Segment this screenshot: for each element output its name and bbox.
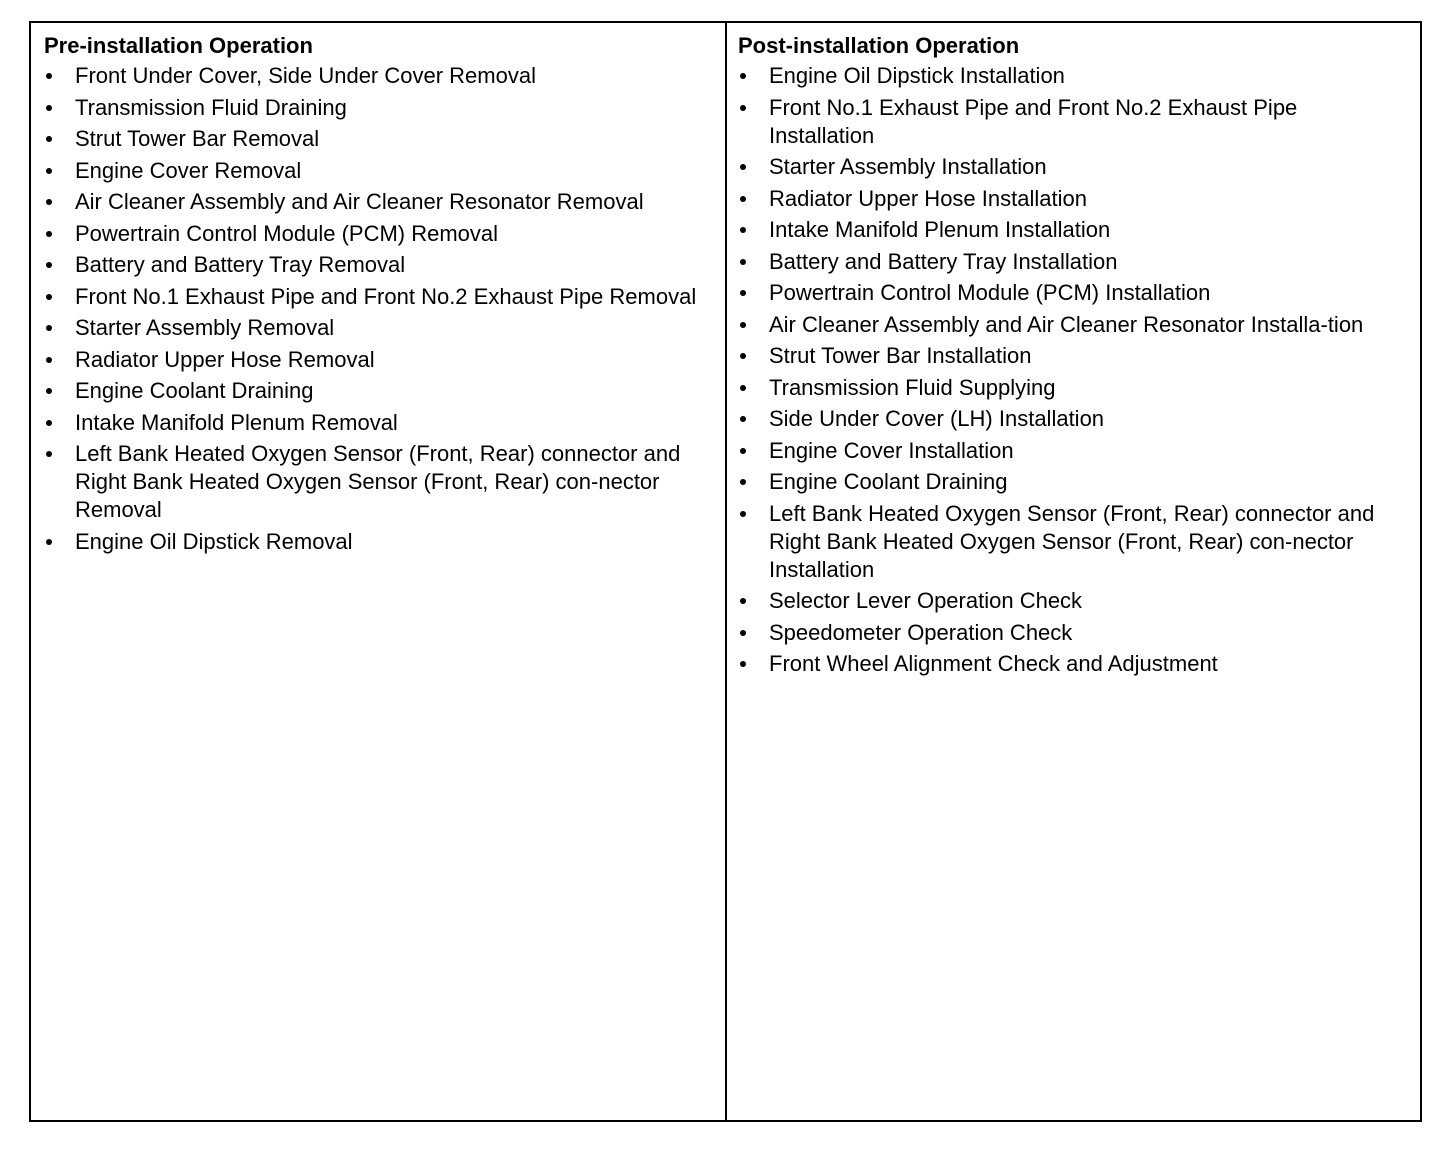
- list-item: Air Cleaner Assembly and Air Cleaner Resonator Installa-tion: [738, 311, 1408, 339]
- list-item: Engine Cover Removal: [44, 157, 713, 185]
- list-item: Engine Coolant Draining: [738, 468, 1408, 496]
- bullet-icon: [46, 262, 52, 268]
- list-item: Air Cleaner Assembly and Air Cleaner Resonator Removal: [44, 188, 713, 216]
- bullet-icon: [46, 388, 52, 394]
- list-item: Transmission Fluid Supplying: [738, 374, 1408, 402]
- list-item: Starter Assembly Installation: [738, 153, 1408, 181]
- list-item: Starter Assembly Removal: [44, 314, 713, 342]
- bullet-icon: [46, 136, 52, 142]
- bullet-icon: [740, 322, 746, 328]
- bullet-icon: [46, 357, 52, 363]
- bullet-icon: [740, 479, 746, 485]
- bullet-icon: [740, 353, 746, 359]
- list-item: Left Bank Heated Oxygen Sensor (Front, Rear) connector and Right Bank Heated Oxygen Sensor (Front, Rear) con-nector Installation: [738, 500, 1408, 584]
- list-item: Strut Tower Bar Installation: [738, 342, 1408, 370]
- pre-installation-list: [44, 62, 713, 556]
- bullet-icon: [740, 259, 746, 265]
- list-item: Left Bank Heated Oxygen Sensor (Front, Rear) connector and Right Bank Heated Oxygen Sensor (Front, Rear) con-nector Removal: [44, 440, 713, 524]
- bullet-icon: [46, 539, 52, 545]
- bullet-icon: [740, 164, 746, 170]
- bullet-icon: [46, 294, 52, 300]
- bullet-icon: [740, 661, 746, 667]
- post-installation-column: [727, 23, 1420, 1120]
- bullet-icon: [740, 105, 746, 111]
- bullet-icon: [740, 73, 746, 79]
- pre-installation-heading: Pre-installation Operation: [44, 33, 313, 58]
- list-item: Engine Oil Dipstick Removal: [44, 528, 713, 556]
- list-item: Battery and Battery Tray Installation: [738, 248, 1408, 276]
- bullet-icon: [46, 420, 52, 426]
- bullet-icon: [740, 227, 746, 233]
- list-item: Radiator Upper Hose Installation: [738, 185, 1408, 213]
- bullet-icon: [740, 385, 746, 391]
- pre-installation-column: [31, 23, 727, 1120]
- list-item: Speedometer Operation Check: [738, 619, 1408, 647]
- bullet-icon: [46, 73, 52, 79]
- list-item: Powertrain Control Module (PCM) Removal: [44, 220, 713, 248]
- bullet-icon: [46, 168, 52, 174]
- bullet-icon: [46, 231, 52, 237]
- bullet-icon: [740, 290, 746, 296]
- bullet-icon: [46, 199, 52, 205]
- list-item: Side Under Cover (LH) Installation: [738, 405, 1408, 433]
- bullet-icon: [46, 451, 52, 457]
- list-item: Front Wheel Alignment Check and Adjustment: [738, 650, 1408, 678]
- bullet-icon: [740, 598, 746, 604]
- list-item: Transmission Fluid Draining: [44, 94, 713, 122]
- list-item: Radiator Upper Hose Removal: [44, 346, 713, 374]
- list-item: Intake Manifold Plenum Removal: [44, 409, 713, 437]
- operations-table: [29, 21, 1422, 1122]
- list-item: Front No.1 Exhaust Pipe and Front No.2 Exhaust Pipe Installation: [738, 94, 1408, 150]
- bullet-icon: [740, 448, 746, 454]
- list-item: Engine Cover Installation: [738, 437, 1408, 465]
- bullet-icon: [740, 630, 746, 636]
- list-item: Engine Coolant Draining: [44, 377, 713, 405]
- list-item: Powertrain Control Module (PCM) Installation: [738, 279, 1408, 307]
- list-item: Battery and Battery Tray Removal: [44, 251, 713, 279]
- list-item: Front No.1 Exhaust Pipe and Front No.2 Exhaust Pipe Removal: [44, 283, 713, 311]
- list-item: Engine Oil Dipstick Installation: [738, 62, 1408, 90]
- bullet-icon: [740, 511, 746, 517]
- list-item: Intake Manifold Plenum Installation: [738, 216, 1408, 244]
- list-item: Strut Tower Bar Removal: [44, 125, 713, 153]
- bullet-icon: [46, 325, 52, 331]
- post-installation-heading: Post-installation Operation: [738, 33, 1020, 58]
- post-installation-list: [738, 62, 1408, 678]
- list-item: Front Under Cover, Side Under Cover Removal: [44, 62, 713, 90]
- bullet-icon: [740, 416, 746, 422]
- list-item: Selector Lever Operation Check: [738, 587, 1408, 615]
- bullet-icon: [740, 196, 746, 202]
- bullet-icon: [46, 105, 52, 111]
